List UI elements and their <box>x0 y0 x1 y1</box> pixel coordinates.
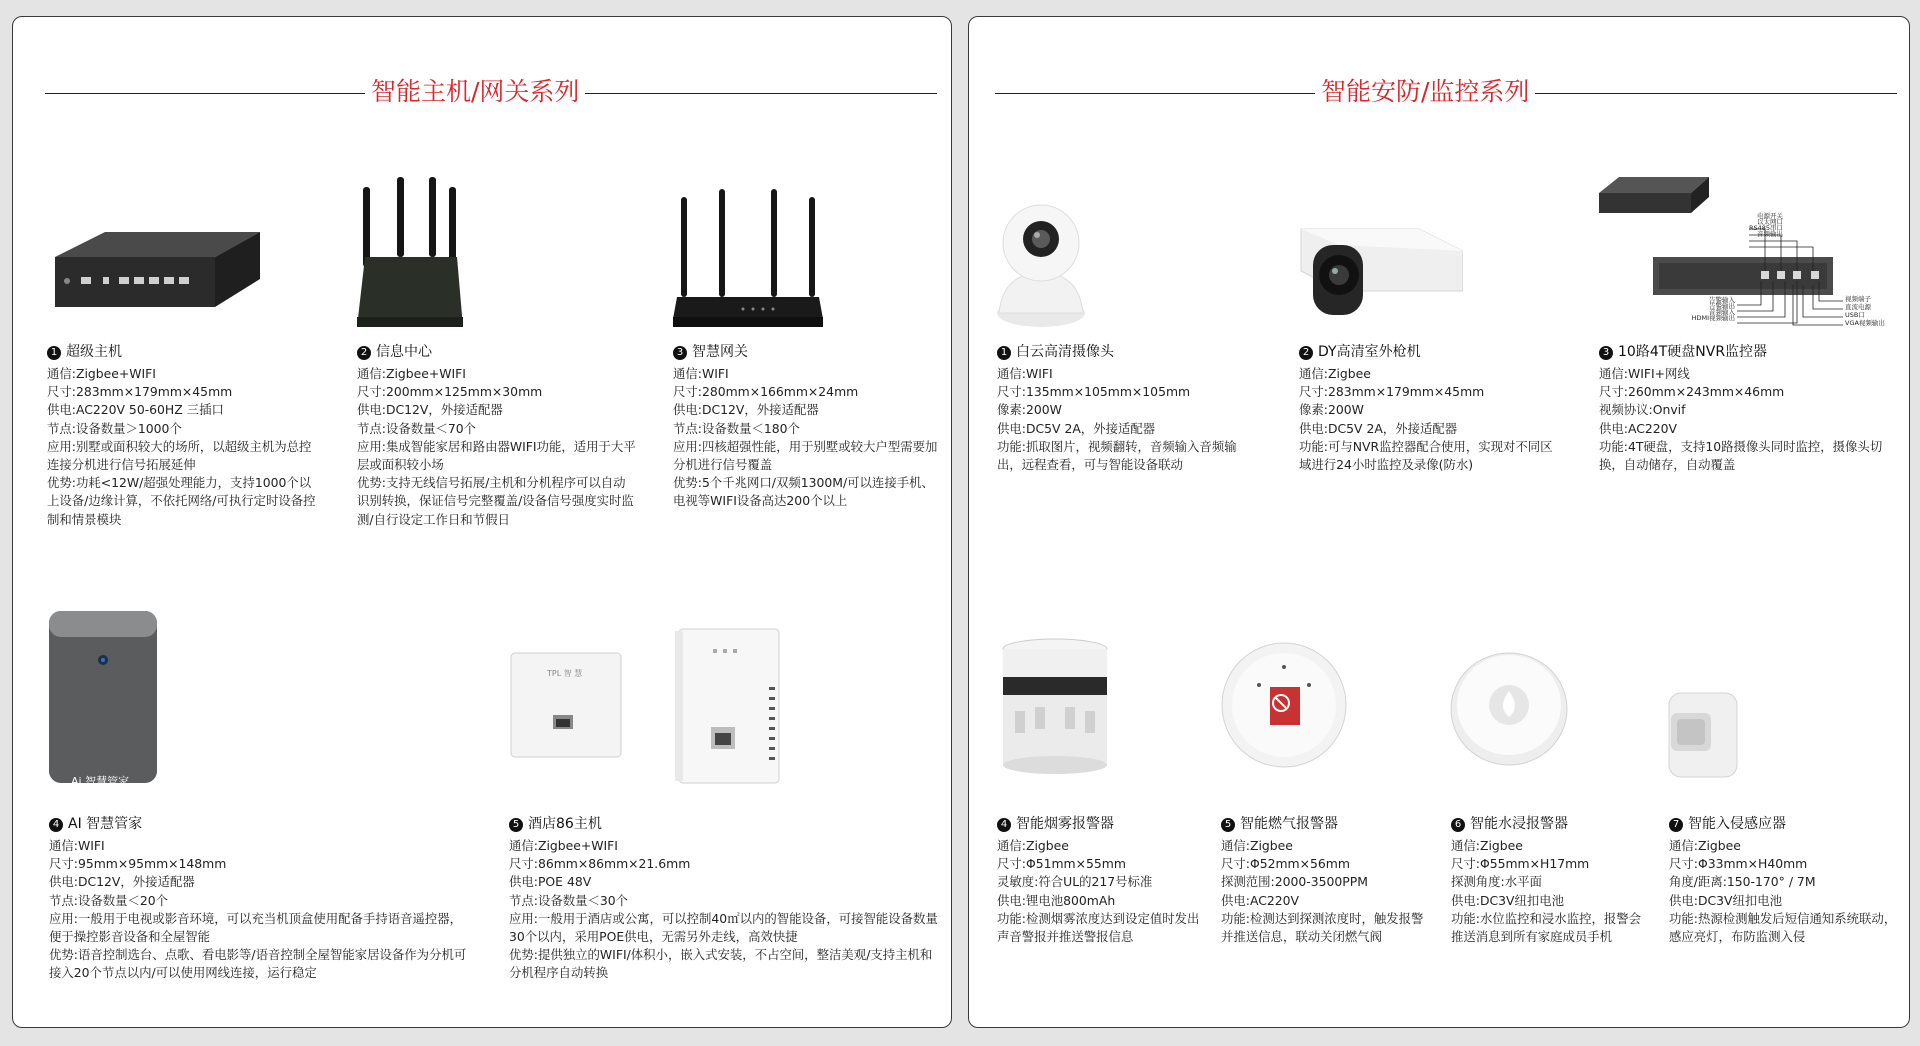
section-title: 智能安防/监控系列 <box>1315 74 1535 110</box>
water-sensor-icon <box>1447 647 1571 767</box>
gas-detector-icon <box>1219 637 1349 773</box>
panel-brand-text: TPL 智 慧 <box>547 669 583 678</box>
ai-hub-icon <box>47 609 159 785</box>
section-title: 智能主机/网关系列 <box>365 74 585 110</box>
product-title: 2 信息中心 <box>357 343 432 361</box>
logo-text: Ai 智慧管家 <box>71 775 130 788</box>
product-specs: 通信:Zigbee+WIFI 尺寸:283mm×179mm×45mm 供电:AC220V 50-60HZ 三插口 节点:设备数量＞1000个 应用:别墅或面积较大的场所，以超级主机为总控连接分机进行信号拓展延伸 优势:功耗<12W/超强处理能力，支持1000个以上设备/边缘计算，不依托网络/可执行定时设备控制和情景模块 <box>47 366 316 527</box>
product-specs: 通信:Zigbee 尺寸:Φ52mm×56mm 探测范围:2000-3500PPM 供电:AC220V 功能:检测达到探测浓度时，触发报警并推送信息，联动关闭燃气阀 <box>1221 838 1424 945</box>
product-title: 2 DY高清室外枪机 <box>1299 343 1421 361</box>
product-title: 5 智能燃气报警器 <box>1221 815 1338 833</box>
nvr-port-labels: 电源开关 以太网口 RS485串口 音频输出 <box>1748 212 1783 238</box>
right-panel <box>968 16 1910 1028</box>
product-title: 4 智能烟雾报警器 <box>997 815 1114 833</box>
gateway-box-icon <box>45 227 265 317</box>
product-specs: 通信:Zigbee+WIFI 尺寸:86mm×86mm×21.6mm 供电:POE 48V 节点:设备数量＜30个 应用:一般用于酒店或公寓，可以控制40㎡以内的智能设备，可接智能设备数量30个以内，采用POE供电，无需另外走线，高效快捷 优势:提供独立的WIFI/体积小，嵌入式安装，不占空间，整洁美观/支持主机和分机程序自动转换 <box>509 838 938 981</box>
nvr-port-labels: 视频端子 直流电源 USB口 VGA视频输出 <box>1845 295 1885 327</box>
router-icon <box>349 167 469 327</box>
product-specs: 通信:WIFI 尺寸:135mm×105mm×105mm 像素:200W 供电:DC5V 2A，外接适配器 功能:抓取图片，视频翻转，音频输入音频输出，远程查看，可与智能设备联动 <box>997 366 1237 473</box>
product-title: 5 酒店86主机 <box>509 815 602 833</box>
product-specs: 通信:WIFI 尺寸:280mm×166mm×24mm 供电:DC12V，外接适配器 节点:设备数量＜180个 应用:四核超强性能，用于别墅或较大户型需要加分机进行信号覆盖 优势:5个千兆网口/双频1300M/可以连接手机、电视等WIFI设备高达200个以上 <box>673 366 938 509</box>
product-specs: 通信:WIFI 尺寸:95mm×95mm×148mm 供电:DC12V，外接适配器 节点:设备数量＜20个 应用:一般用于电视或影音环境，可以充当机顶盒使用配备手持语音遥控器，便于操控影音设备和全屋智能 优势:语音控制选台、点歌、看电影等/语音控制全屋智能家居设备作为分机可接入20个节点以内/可以使用网线连接，运行稳定 <box>49 838 467 981</box>
product-specs: 通信:Zigbee 尺寸:Φ51mm×55mm 灵敏度:符合UL的217号标准 供电:锂电池800mAh 功能:检测烟雾浓度达到设定值时发出声音警报并推送警报信息 <box>997 838 1200 945</box>
product-title: 4 AI 智慧管家 <box>49 815 142 833</box>
product-title: 1 白云高清摄像头 <box>997 343 1114 361</box>
bullet-camera-icon <box>1299 215 1463 325</box>
product-title: 7 智能入侵感应器 <box>1669 815 1786 833</box>
smoke-detector-icon <box>997 637 1113 775</box>
product-title: 3 智慧网关 <box>673 343 748 361</box>
nvr-port-labels: 告警输入 告警输出 音频输入 HDMI视频输出 <box>1691 296 1735 322</box>
product-title: 3 10路4T硬盘NVR监控器 <box>1599 343 1767 361</box>
product-title: 1 超级主机 <box>47 343 122 361</box>
product-specs: 通信:Zigbee 尺寸:Φ33mm×H40mm 角度/距离:150-170° / 7M 供电:DC3V纽扣电池 功能:热源检测触发后短信通知系统联动，感应亮灯，布防监测入侵 <box>1669 838 1897 945</box>
product-specs: 通信:Zigbee+WIFI 尺寸:200mm×125mm×30mm 供电:DC12V，外接适配器 节点:设备数量＜70个 应用:集成智能家居和路由器WIFI功能，适用于大平层或面积较小场 优势:支持无线信号拓展/主机和分机程序可以自动识别转换，保证信号完整覆盖/设备信号强度实时监测/自行设定工作日和节假日 <box>357 366 636 527</box>
dome-camera-icon <box>993 203 1089 327</box>
product-title: 6 智能水浸报警器 <box>1451 815 1568 833</box>
left-panel <box>12 16 952 1028</box>
product-specs: 通信:Zigbee 尺寸:283mm×179mm×45mm 像素:200W 供电:DC5V 2A，外接适配器 功能:可与NVR监控器配合使用，实现对不同区域进行24小时监控及录像(防水) <box>1299 366 1553 473</box>
product-specs: 通信:WIFI+网线 尺寸:260mm×243mm×46mm 视频协议:Onvif 供电:AC220V 功能:4T硬盘，支持10路摄像头同时监控，摄像头切换，自动储存，自动覆盖 <box>1599 366 1883 473</box>
wall-panel-icon <box>673 627 787 787</box>
motion-sensor-icon <box>1665 689 1741 781</box>
product-specs: 通信:Zigbee 尺寸:Φ55mm×H17mm 探测角度:水平面 供电:DC3V纽扣电池 功能:水位监控和浸水监控，报警会推送消息到所有家庭成员手机 <box>1451 838 1642 945</box>
router-icon <box>673 189 823 331</box>
